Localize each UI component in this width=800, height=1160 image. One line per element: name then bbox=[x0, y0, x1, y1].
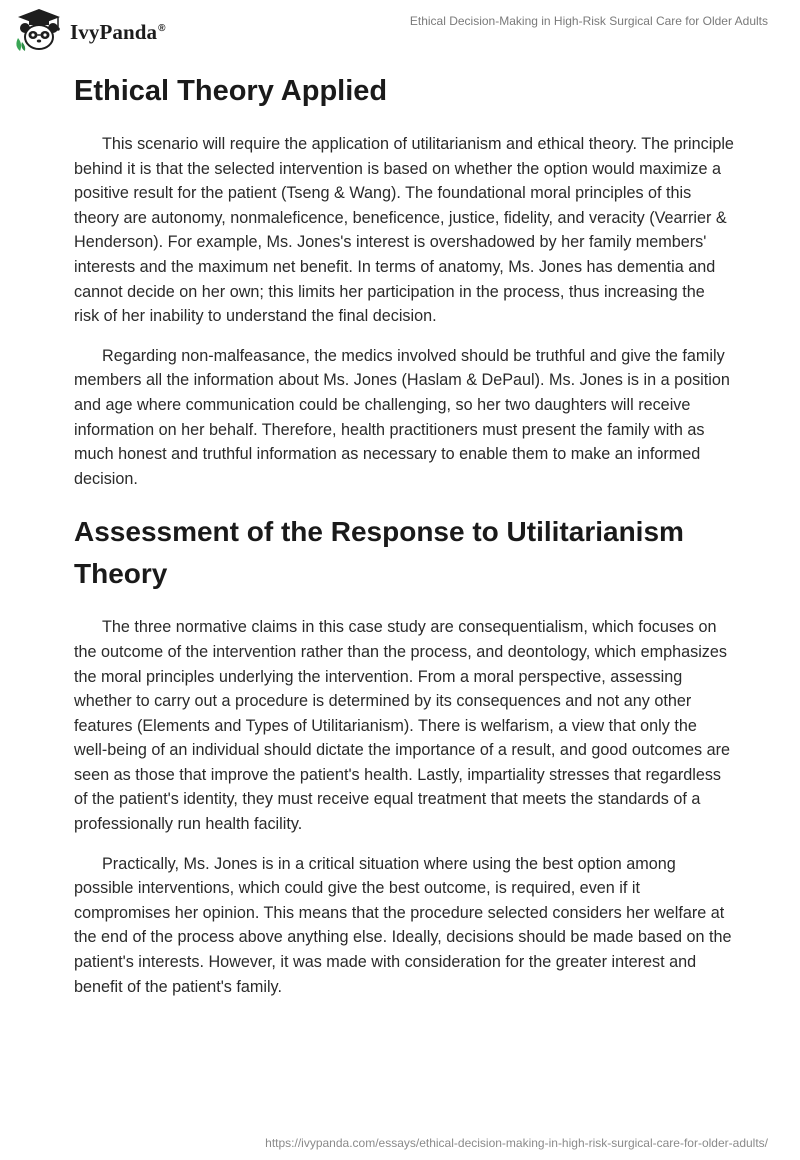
document-title: Ethical Decision-Making in High-Risk Surgical Care for Older Adults bbox=[409, 14, 768, 28]
source-url[interactable]: https://ivypanda.com/essays/ethical-decision-making-in-high-risk-surgical-care-for-older-adults/ bbox=[265, 1136, 768, 1150]
section-heading-assessment: Assessment of the Response to Utilitarianism Theory bbox=[74, 516, 684, 590]
paragraph: This scenario will require the application of utilitarianism and ethical theory. The principle behind it is that the selected intervention is based on whether the option would maximize a positive result for the patient (Tseng & Wang). The foundational moral principles of this theory are autonomy, nonmaleficence, beneficence, justice, fidelity, and veracity (Vearrier & Henderson). For example, Ms. Jones's interest is overshadowed by her family members' interests and the maximum net benefit. In terms of anatomy, Ms. Jones has dementia and cannot decide on her own; this limits her participation in the process, thus increasing the risk of her inability to understand the final decision. bbox=[74, 135, 734, 326]
essay-content bbox=[74, 70, 734, 1014]
panda-graduate-icon bbox=[14, 8, 64, 52]
registered-mark: ® bbox=[158, 22, 166, 34]
paragraph: Practically, Ms. Jones is in a critical situation where using the best option among possible interventions, which could give the best outcome, is required, even if it compromises her opinion. This means that the procedure selected considers her welfare at the end of the process above anything else. Ideally, decisions should be made based on the patient's interests. However, it was made with consideration for the greater interest and benefit of the patient's family. bbox=[74, 854, 732, 996]
page-header bbox=[0, 0, 800, 60]
section-heading-ethical-theory: Ethical Theory Applied bbox=[74, 75, 388, 107]
ivypanda-logo[interactable] bbox=[14, 8, 166, 52]
paragraph: The three normative claims in this case study are consequentialism, which focuses on the outcome of the intervention rather than the process, and deontology, which emphasizes the moral principles underlying the intervention. From a moral perspective, assessing whether to carry out a procedure is determined by its consequences and not any other features (Elements and Types of Utilitarianism). There is welfarism, a view that only the well-being of an individual should dictate the importance of a result, and good outcomes are seen as those that improve the patient's health. Lastly, impartiality stresses that regardless of the patient's identity, they must receive equal treatment that meets the standards of a professionally run health facility. bbox=[74, 618, 730, 834]
brand-name: IvyPanda® bbox=[70, 19, 166, 44]
paragraph: Regarding non-malfeasance, the medics involved should be truthful and give the family members all the information about Ms. Jones (Haslam & DePaul). Ms. Jones is in a position and age where communication could be challenging, so her two daughters will receive information on her behalf. Therefore, health practitioners must present the family with as much honest and truthful information as necessary to enable them to make an informed decision. bbox=[74, 346, 730, 488]
